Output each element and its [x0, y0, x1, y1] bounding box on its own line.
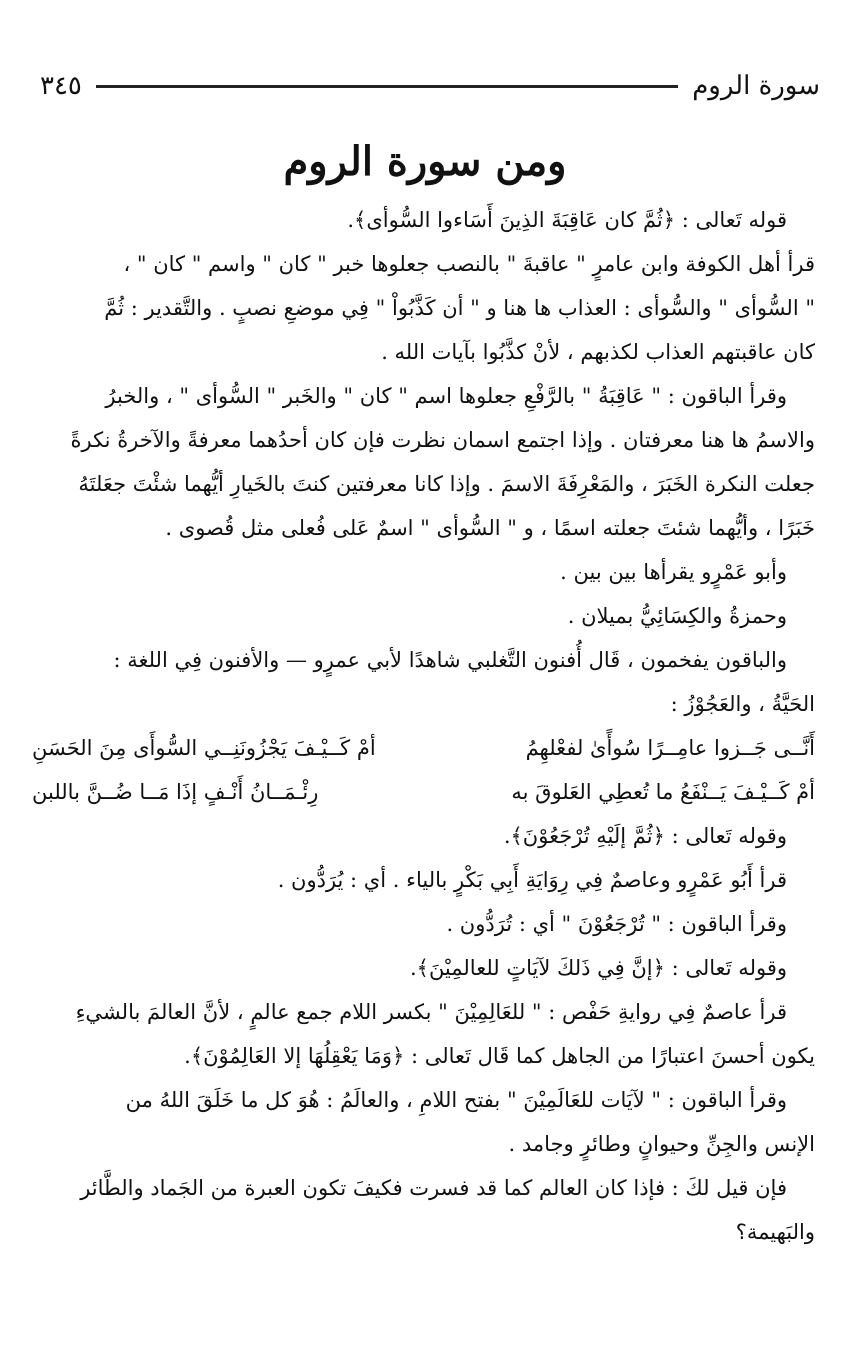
text-line: يكون أحسنَ اعتبارًا من الجاهل كما قَال تَعالى : ﴿وَمَا يَعْقِلُهَا إلا العَالِمُوْنَ﴾. [184, 1044, 815, 1068]
text-line: وقرأ الباقون : " تُرْجَعُوْنَ " أي : تُرَدُّون . [446, 912, 787, 936]
poetry-verse [30, 770, 815, 814]
text-line: جعلت النكرة الخَبَرَ ، والمَعْرِفَةَ الاسمَ . وإذا كانا معرفتين كنتَ بالخَيارِ أيُّهما شئْتَ جعَلتَهُ [78, 472, 815, 496]
verse-second-hemistich: رِئْـمَــانُ أَنْـفٍ إذَا مَــا ضُــنَّ باللبن [32, 780, 319, 804]
header-rule [96, 85, 678, 88]
verse-first-hemistich: أمْ كَــيْـفَ يَــنْفَعُ ما تُعطِي العَلوقَ به [511, 780, 815, 804]
text-line: والاسمُ ها هنا معرفتان . وإذا اجتمع اسمان نظرت فإن كان أحدُهما معرفةً والآخرةُ نكرةً [70, 428, 815, 452]
verse-second-hemistich: أمْ كَــيْـفَ يَجْزُونَنِــي السُّوأَى مِنَ الحَسَنِ [32, 736, 376, 760]
text-line: قرأ أهل الكوفة وابن عامرٍ " عاقبةَ " بالنصب جعلوها خبر " كان " واسم " كان " ، [123, 252, 815, 276]
text-line: والباقون يفخمون ، قَال أُفنون التَّغلبي شاهدًا لأبي عمرٍو — والأفنون فِي اللغة : [113, 648, 787, 672]
text-line: قرأ أَبُو عَمْرٍو وعاصمٌ فِي رِوَايَةِ أَبِي بَكْرٍ بالياء . أي : يُرَدُّون . [277, 868, 787, 892]
text-line: كان عاقبتهم العذاب لكذبهم ، لأنْ كذَّبُوا بآيات الله . [381, 340, 815, 364]
body-text [30, 198, 815, 1254]
text-line: وأبو عَمْرٍو يقرأها بين بين . [560, 560, 787, 584]
text-line: فإن قيل لكَ : فإذا كان العالم كما قد فسرت فكيفَ تكون العبرة من الجَماد والطَّائر [80, 1176, 787, 1200]
text-line: والبَهيمة؟ [735, 1220, 815, 1244]
text-line: وقوله تَعالى : ﴿إنَّ فِي ذَلكَ لآيَاتٍ للعالمِيْنَ﴾. [409, 956, 787, 980]
text-line: الإنس والجِنِّ وحيوانٍ وطائرٍ وجامد . [508, 1132, 815, 1156]
chapter-title: ومن سورة الروم [283, 138, 567, 185]
running-header [40, 64, 820, 108]
text-line: الحَيَّةُ ، والعَجُوْزُ : [670, 692, 815, 716]
poetry-verse [30, 726, 815, 770]
verse-first-hemistich: أَنَّــى جَــزوا عامِــرًا سُوأًىٰ لفعْلهِمُ [525, 736, 815, 760]
text-line: قرأ عاصمٌ فِي روايةِ حَفْص : " للعَالِمِيْنَ " بكسر اللام جمع عالمٍ ، لأنَّ العالمَ بالشيءِ [75, 1000, 787, 1024]
text-line: " السُّوأى " والسُّوأى : العذاب ها هنا و " أن كَذَّبُواْ " فِي موضعِ نصبٍ . والتَّقدير : ثُمَّ [104, 296, 815, 320]
text-line: قوله تَعالى : ﴿ثُمَّ كان عَاقِبَةَ الذِينَ أَسَاءوا السُّوأى﴾. [347, 208, 787, 232]
page-number: ٣٤٥ [40, 71, 82, 101]
text-line: وقرأ الباقون : " لآيَات للعَالَمِيْنَ " بفتح اللامِ ، والعالَمُ : هُوَ كل ما خَلَقَ اللهُ من [125, 1088, 787, 1112]
header-surah-name: سورة الروم [692, 71, 820, 101]
text-line: خَبَرًا ، وأيُّهما شئتَ جعلته اسمًا ، و " السُّوأى " اسمٌ عَلى فُعلى مثل قُصوى . [165, 516, 815, 540]
text-line: وحمزةُ والكِسَائِيُّ بميلان . [567, 604, 787, 628]
text-line: وقوله تَعالى : ﴿ثُمَّ إلَيْهِ تُرْجَعُوْنَ﴾. [503, 824, 787, 848]
text-line: وقرأ الباقون : " عَاقِبَةُ " بالرَّفْعِ جعلوها اسم " كان " والخَبر " السُّوأى " ، والخبرُ [105, 384, 787, 408]
